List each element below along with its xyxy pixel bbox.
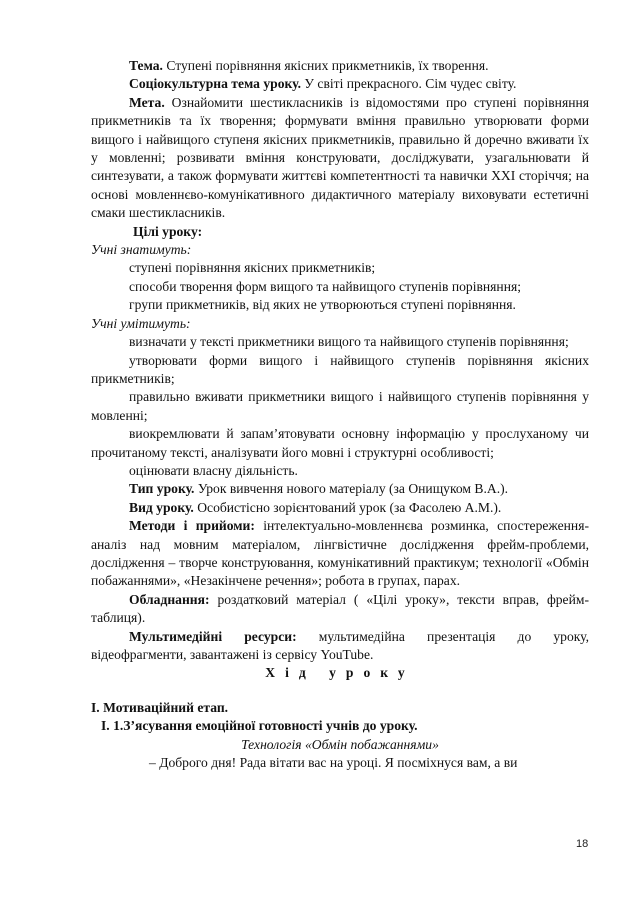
multimedia-text: мультимедійна презентація до уроку, відеофрагменти, завантажені із сервісу YouTube. <box>91 628 590 662</box>
can-item: утворювати форми вищого і найвищого ступенів порівняння якісних прикметників; <box>91 352 589 386</box>
technology-title: Технологія «Обмін побажаннями» <box>241 736 439 752</box>
dialog-line: – Доброго дня! Рада вітати вас на уроці. Я посміхнуся вам, а ви <box>149 755 518 771</box>
spacer <box>91 683 589 699</box>
goal-text: Ознайомити шестикласників із відомостями про ступені порівняння прикметників та їх творення; формувати вміння правильно утворювати форми вищого і найвищого ступеня якісних прикметників, правильно й доречно вживати їх у мовленні; розвивати вміння конструювати, досліджувати, узагальнювати й синтезувати, а також формувати життєві компетентності та навички ХХІ сторіччя; на основі мовленнєво-комунікативного дидактичного матеріалу виховувати естетичні смаки шестикласників. <box>91 94 589 221</box>
can-item: оцінювати власну діяльність. <box>129 462 298 478</box>
topic-paragraph <box>91 57 589 75</box>
lesson-type-label: Тип уроку. <box>129 481 195 497</box>
page-content <box>91 57 589 772</box>
goal-label: Мета. <box>129 94 165 110</box>
lesson-kind-paragraph <box>91 499 589 517</box>
course-heading: Хід уроку <box>265 665 415 681</box>
equipment-text: роздатковий матеріал ( «Цілі уроку», тексти вправ, фрейм-таблиця). <box>91 591 589 626</box>
equipment-label: Обладнання: <box>129 591 210 607</box>
socio-label: Соціокультурна тема уроку. <box>129 76 301 92</box>
methods-label: Методи і прийоми: <box>129 518 255 534</box>
stage-heading: І. Мотиваційний етап. <box>91 699 229 715</box>
can-item: виокремлювати й запам’ятовувати основну інформацію у прослуханому чи прочитаному тексті, аналізувати його мовні і структурні особливості; <box>91 426 589 460</box>
socio-text: У світі прекрасного. Сім чудес світу. <box>304 76 517 92</box>
can-item: визначати у тексті прикметники вищого та найвищого ступенів порівняння; <box>129 334 569 350</box>
page-number: 18 <box>576 838 589 850</box>
lesson-type-paragraph <box>91 480 589 498</box>
methods-text: інтелектуально-мовленнєва розминка, спостереження-аналіз над мовним матеріалом, лінгвістичне дослідження фрейм-проблеми, дослідження – творче конструювання, комунікативний практикум; технології «Обмін побажаннями», «Незакінчене речення»; робота в групах, парах. <box>91 518 589 589</box>
multimedia-paragraph <box>91 628 589 665</box>
lesson-kind-label: Вид уроку. <box>129 499 194 515</box>
topic-text: Ступені порівняння якісних прикметників, їх творення. <box>166 58 489 73</box>
know-item: групи прикметників, від яких не утворюються ступені порівняння. <box>129 297 516 313</box>
methods-paragraph <box>91 517 589 591</box>
know-item: способи творення форм вищого та найвищого ступенів порівняння; <box>129 278 521 294</box>
lesson-kind-text: Особистісно зорієнтований урок (за Фасолею А.М.). <box>197 499 502 515</box>
know-label: Учні знатимуть: <box>91 242 192 258</box>
know-item: ступені порівняння якісних прикметників; <box>129 260 376 276</box>
socio-paragraph <box>91 75 589 93</box>
equipment-paragraph <box>91 591 589 628</box>
goal-paragraph <box>91 94 589 223</box>
can-item: правильно вживати прикметники вищого і найвищого ступенів порівняння у мовленні; <box>91 389 589 423</box>
can-label: Учні умітимуть: <box>91 315 191 331</box>
topic-label: Тема. <box>129 58 163 73</box>
lesson-type-text: Урок вивчення нового матеріалу (за Онищуком В.А.). <box>197 481 509 497</box>
objectives-heading: Цілі уроку: <box>133 223 203 239</box>
multimedia-label: Мультимедійні ресурси: <box>129 628 297 644</box>
substage-heading: І. 1.З’ясування емоційної готовності учнів до уроку. <box>101 718 418 734</box>
